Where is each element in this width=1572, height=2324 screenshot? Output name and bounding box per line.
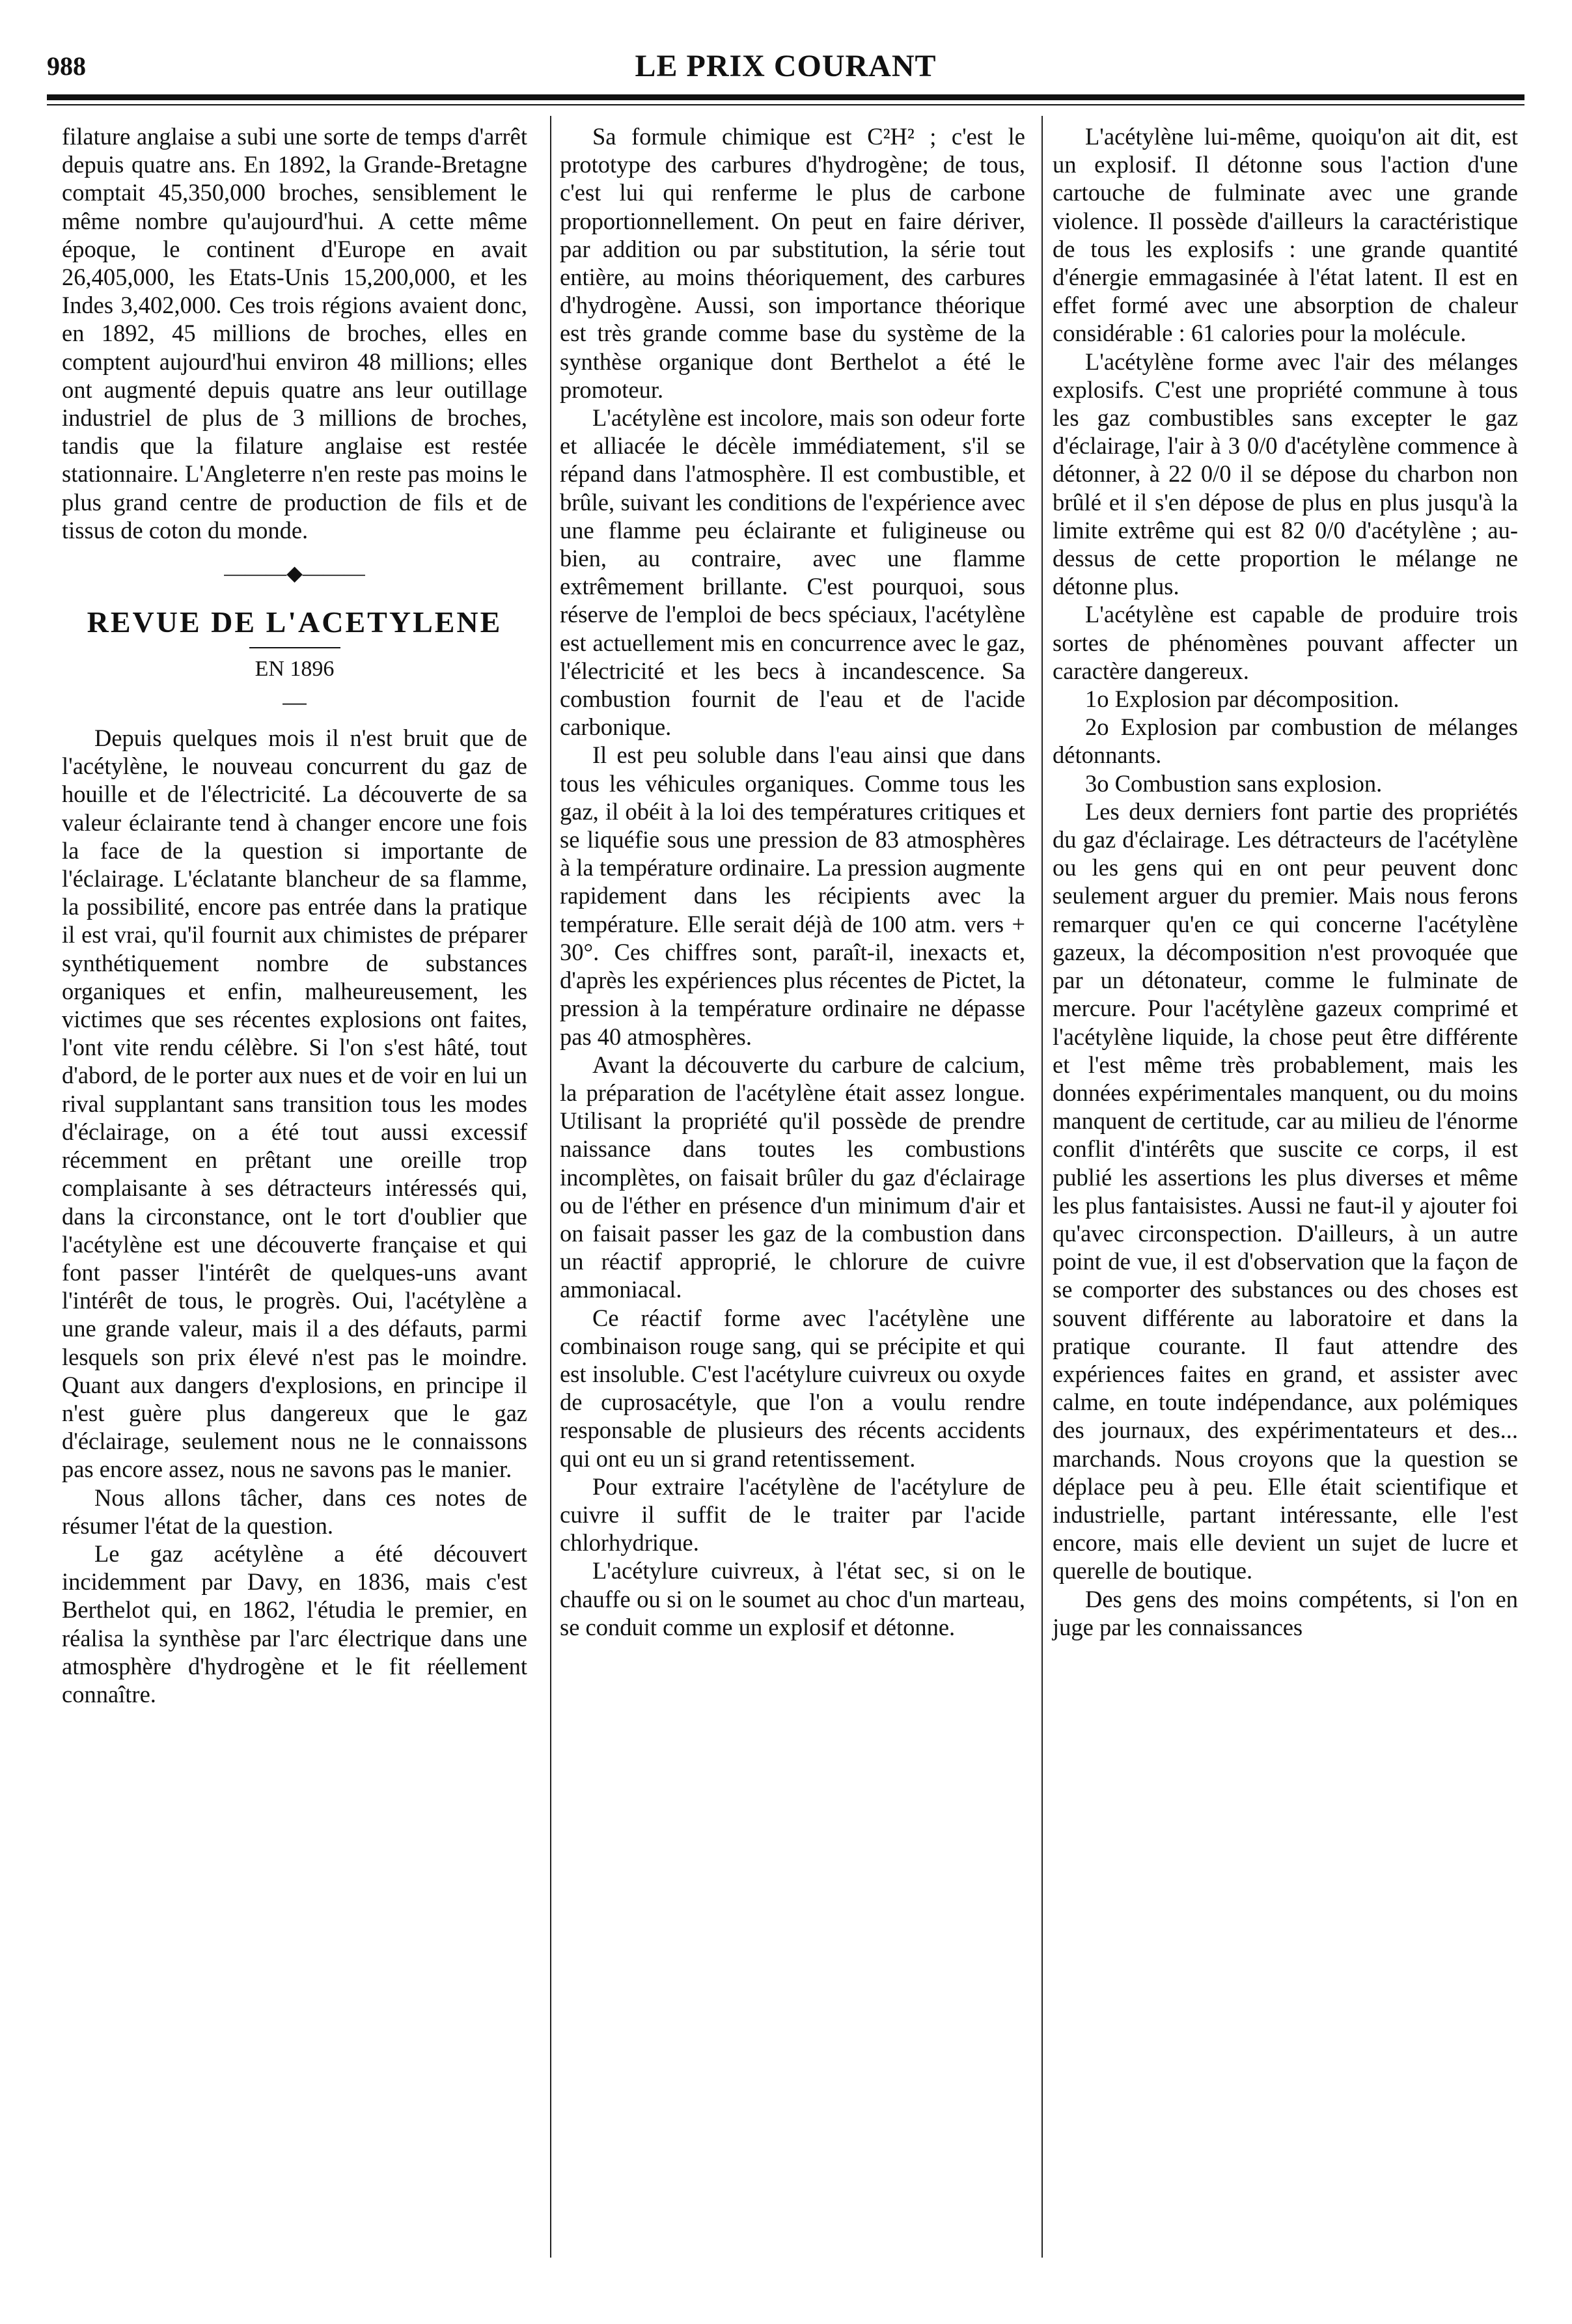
paragraph: L'acétylène lui-même, quoiqu'on ait dit, est un explosif. Il détonne sous l'action d'une cartouche de fulminate avec une grande violence. Il possède d'ailleurs la caractéristique de tous les explosifs : une grande quantité d'énergie emmagasinée à l'état latent. Il est en effet formé avec une absorption de chaleur considérable : 61 calories pour la molécule. xyxy=(1053,123,1518,347)
column-separator-2 xyxy=(1041,116,1043,2258)
paragraph: Nous allons tâcher, dans ces notes de résumer l'état de la question. xyxy=(62,1484,527,1539)
section-subtitle: EN 1896 xyxy=(255,657,335,682)
journal-title: LE PRIX COURANT xyxy=(635,49,937,83)
paragraph: Avant la découverte du carbure de calcium, la préparation de l'acétylène était assez longue. Utilisant la propriété qu'il possède de prendre naissance dans toutes les combustions incomplètes, on faisait brûler du gaz d'éclairage ou de l'éther en présence d'un minimum d'air et on faisait passer les gaz de la combustion dans un réactif approprié, le chlorure de cuivre ammoniacal. xyxy=(560,1051,1025,1303)
paragraph: Il est peu soluble dans l'eau ainsi que dans tous les véhicules organiques. Comme tous les gaz, il obéit à la loi des températures critiques et se liquéfie sous une pression de 83 atmosphères à la température ordinaire. La pression augmente rapidement dans les récipients avec la température. Elle serait déjà de 100 atm. vers + 30°. Ces chiffres sont, paraît-il, inexacts et, d'après les expériences plus récentes de Pictet, la pression à la température ordinaire ne dépasse pas 40 atmosphères. xyxy=(560,741,1025,1050)
paragraph: Depuis quelques mois il n'est bruit que de l'acétylène, le nouveau concurrent du gaz de houille et de l'électricité. La découverte de sa valeur éclairante tend à changer encore une fois la face de la question si importante de l'éclairage. L'éclatante blancheur de sa flamme, la possibilité, encore pas entrée dans la pratique il est vrai, qu'il fournit aux chimistes de préparer synthétiquement nombre de substances organiques et enfin, malheureusement, les victimes que ses récentes explosions ont faites, l'ont vite rendu célèbre. Si l'on s'est hâté, tout d'abord, de le porter aux nues et de voir en lui un rival supplantant sans transition tous les modes d'éclairage, on a été tout aussi excessif récemment en prêtant une oreille trop complaisante à ses détracteurs intéressés qui, dans la circonstance, ont le tort d'oublier que l'acétylène est une découverte française et qui font passer l'intérêt de quelques-uns avant l'intérêt de tous, le progrès. Oui, l'acétylène a une grande valeur, mais il a des défauts, parmi lesquels son prix élevé n'est pas le moindre. Quant aux dangers d'explosions, en principe il n'est guère plus dangereux que le gaz d'éclairage, seulement nous ne le connaissons pas encore assez, nous ne savons pas le manier. xyxy=(62,725,527,1483)
page-number: 988 xyxy=(47,51,86,81)
ornament-divider: ———◆——— xyxy=(224,561,365,585)
page-header xyxy=(47,51,1524,90)
paragraph: L'acétylène est capable de produire trois sortes de phénomènes pouvant affecter un caractère dangereux. xyxy=(1053,601,1518,684)
column-3 xyxy=(1053,122,1518,1641)
list-item: 3o Combustion sans explosion. xyxy=(1085,769,1383,797)
paragraph: Sa formule chimique est C²H² ; c'est le prototype des carbures d'hydrogène; de tous, c'est lui qui renferme le plus de carbone proportionnellement. On peut en faire dériver, par addition ou par substitution, la série tout entière, au moins théoriquement, des carbures d'hydrogène. Aussi, son importance théorique est très grande comme base du système de la synthèse organique dont Berthelot a été le promoteur. xyxy=(560,123,1025,403)
column-2 xyxy=(560,122,1025,1641)
paragraph: L'acétylène forme avec l'air des mélanges explosifs. C'est une propriété commune à tous les gaz combustibles sans excepter le gaz d'éclairage, l'air à 3 0/0 d'acétylène commence à détonner, à 22 0/0 il se dépose du charbon non brûlé et il s'en dépose de plus en plus jusqu'à la limite extrême qui est 82 0/0 d'acétylène ; au-dessus de cette proportion le mélange ne détonne plus. xyxy=(1053,348,1518,600)
header-rule-thick xyxy=(47,94,1524,100)
paragraph: Ce réactif forme avec l'acétylène une combinaison rouge sang, qui se précipite et qui est insoluble. C'est l'acétylure cuivreux ou oxyde de cuprosacétyle, que l'on a voulu rendre responsable de plusieurs des récents accidents qui ont eu un si grand retentissement. xyxy=(560,1304,1025,1472)
section-title: REVUE DE L'ACETYLENE xyxy=(87,605,503,639)
dash-divider: — xyxy=(283,688,307,715)
paragraph: filature anglaise a subi une sorte de temps d'arrêt depuis quatre ans. En 1892, la Grande-Bretagne comptait 45,350,000 broches, sensiblement le même nombre qu'aujourd'hui. A cette même époque, le continent d'Europe en avait 26,405,000, les Etats-Unis 15,200,000, et les Indes 3,402,000. Ces trois régions avaient donc, en 1892, 45 millions de broches, elles en comptent aujourd'hui environ 48 millions; elles ont augmenté depuis quatre ans leur outillage industriel de plus de 3 millions de broches, tandis que la filature anglaise est restée stationnaire. L'Angleterre n'en reste pas moins le plus grand centre de production de fils et de tissus de coton du monde. xyxy=(62,123,527,544)
title-rule xyxy=(249,647,340,648)
paragraph: Les deux derniers font partie des propriétés du gaz d'éclairage. Les détracteurs de l'acétylène ou les gens qui en ont peur peuvent donc seulement arguer du premier. Mais nous ferons remarquer qu'en ce qui concerne l'acétylène gazeux, la décomposition n'est provoquée que par un détonateur, comme le fulminate de mercure. Pour l'acétylène gazeux comprimé et l'acétylène liquide, la chose peut être différente et l'est même très probablement, mais les données expérimentales manquent, ou du moins manquent de certitude, car au milieu de l'énorme conflit d'intérêts que suscite ce corps, il est publié les assertions les plus diverses et même les plus fantaisistes. Aussi ne faut-il y ajouter foi qu'avec circonspection. D'ailleurs, à un autre point de vue, il est d'observation que la façon de se comporter des substances ou des choses est souvent différente au laboratoire et dans la pratique courante. Il faut attendre des expériences faites en grand, et assister avec calme, en toute indépendance, aux polémiques des journaux, des expérimentateurs et des... marchands. Nous croyons que la question se déplace peu à peu. Elle était scientifique et industrielle, partant intéressante, elle l'est encore, mais elle devient un sujet de lucre et querelle de boutique. xyxy=(1053,797,1518,1584)
paragraph: L'acétylure cuivreux, à l'état sec, si on le chauffe ou si on le soumet au choc d'un marteau, se conduit comme un explosif et détonne. xyxy=(560,1557,1025,1640)
paragraph: Le gaz acétylène a été découvert incidemment par Davy, en 1836, mais c'est Berthelot qui, en 1862, l'étudia le premier, en réalisa la synthèse par l'arc électrique dans une atmosphère d'hydrogène et le fit réellement connaître. xyxy=(62,1540,527,1708)
paragraph: L'acétylène est incolore, mais son odeur forte et alliacée le décèle immédiatement, s'il se répand dans l'atmosphère. Il est combustible, et brûle, suivant les conditions de l'expérience avec une flamme peu éclairante et fuligineuse ou bien, au contraire, avec une flamme extrêmement brillante. C'est pourquoi, sous réserve de l'emploi de becs spéciaux, l'acétylène est actuellement mis en concurrence avec le gaz, l'électricité et les becs à incandescence. Sa combustion fournit de l'eau et de l'acide carbonique. xyxy=(560,404,1025,741)
header-rule-thin xyxy=(47,104,1524,105)
list-item: 2o Explosion par combustion de mélanges détonnants. xyxy=(1053,713,1518,769)
column-separator-1 xyxy=(550,116,551,2258)
paragraph: Pour extraire l'acétylène de l'acétylure de cuivre il suffit de le traiter par l'acide chlorhydrique. xyxy=(560,1473,1025,1556)
list-item: 1o Explosion par décomposition. xyxy=(1085,685,1400,713)
paragraph: Des gens des moins compétents, si l'on en juge par les connaissances xyxy=(1053,1585,1518,1640)
column-1 xyxy=(62,122,527,1708)
